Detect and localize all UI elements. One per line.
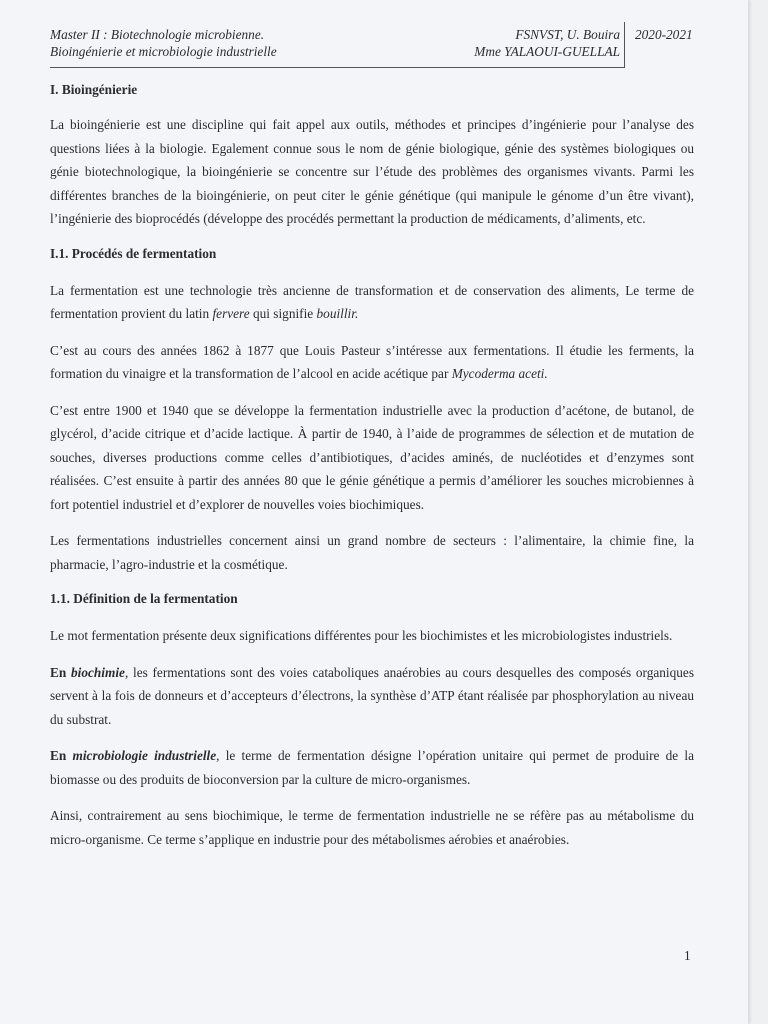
author: Mme YALAOUI-GUELLAL	[474, 44, 620, 59]
paragraph-bioingenierie: La bioingénierie est une discipline qui fait appel aux outils, méthodes et principes d’ingénierie pour l’analyse des questions liées à la biologie. Egalement connue sous le nom de génie biologique, génie des systèmes biologiques ou génie biotechnologique, la bioingénierie se concentre sur l’étude des problèmes des organismes vivants. Parmi les différentes branches de la bioingénierie, on peut citer le génie génétique (qui manipule le génome d’un être vivant), l’ingénierie des bioprocédés (développe des procédés permettant la production de médicaments, d’aliments, etc.	[50, 117, 694, 226]
term-biochimie: biochimie	[71, 664, 125, 680]
header-left	[50, 26, 277, 60]
latin-term: fervere	[212, 306, 250, 321]
paragraph-sectors: Les fermentations industrielles concernent ainsi un grand nombre de secteurs : l’alimentaire, la chimie fine, la pharmacie, l’agro-industrie et la cosmétique.	[50, 533, 694, 572]
document-body	[50, 80, 694, 864]
academic-year: 2020-2021	[624, 22, 702, 68]
latin-translation: bouillir.	[316, 306, 359, 321]
paragraph-industrial-history: C’est entre 1900 et 1940 que se développe la fermentation industrielle avec la production d’acétone, de butanol, de glycérol, d’acide citrique et d’acide lactique. À partir de 1940, à l’aide de programmes de sélection et de mutation de souches, diverses productions comme celles d’antibiotiques, d’acides aminés, de nucléotides et d’enzymes sont réalisées. C’est ensuite à partir des années 80 que le génie génétique a permis d’améliorer les souches microbiennes à fort potentiel industriel et d’explorer de nouvelles voies biochimiques.	[50, 402, 694, 512]
species-name: Mycoderma aceti.	[451, 366, 548, 381]
course-title: Master II : Biotechnologie microbienne.	[50, 27, 265, 42]
paragraph-fermentation-origin: La fermentation est une technologie très ancienne de transformation et de conservation des aliments, Le terme de fermentation provient du latin fervere qui signifie bouillir.	[50, 282, 694, 321]
section-heading-bioingenierie: I. Bioingénierie	[50, 82, 138, 97]
paragraph-biochimie: En biochimie, les fermentations sont des voies cataboliques anaérobies au cours desquelles des composés organiques servent à la fois de donneurs et d’accepteurs d’électrons, la synthèse d’ATP étant réalisée par phosphorylation au niveau du substrat.	[50, 664, 694, 727]
header-rule	[50, 67, 624, 68]
page-header	[50, 22, 702, 68]
header-right	[474, 26, 620, 60]
paragraph-microbiologie: En microbiologie industrielle, le terme de fermentation désigne l’opération unitaire qui permet de produire de la biomasse ou des produits de bioconversion par la culture de micro-organismes.	[50, 748, 694, 787]
institution: FSNVST, U. Bouira	[515, 27, 620, 42]
page-number: 1	[684, 948, 691, 963]
paragraph-conclusion: Ainsi, contrairement au sens biochimique, le terme de fermentation industrielle ne se réfère pas au métabolisme du micro-organisme. Ce terme s’applique en industrie pour des métabolismes aérobies et anaérobies.	[50, 808, 694, 847]
section-heading-procedes: I.1. Procédés de fermentation	[50, 245, 217, 261]
course-subtitle: Bioingénierie et microbiologie industrielle	[50, 44, 277, 59]
paragraph-pasteur: C’est au cours des années 1862 à 1877 que Louis Pasteur s’intéresse aux fermentations. Il étudie les ferments, la formation du vinaigre et la transformation de l’alcool en acide acétique par Mycoderma aceti.	[50, 342, 694, 381]
term-microbiologie-industrielle: microbiologie industrielle	[72, 748, 217, 763]
section-heading-definition: 1.1. Définition de la fermentation	[50, 591, 238, 606]
paragraph-two-meanings: Le mot fermentation présente deux significations différentes pour les biochimistes et les microbiologistes industriels.	[50, 628, 673, 643]
